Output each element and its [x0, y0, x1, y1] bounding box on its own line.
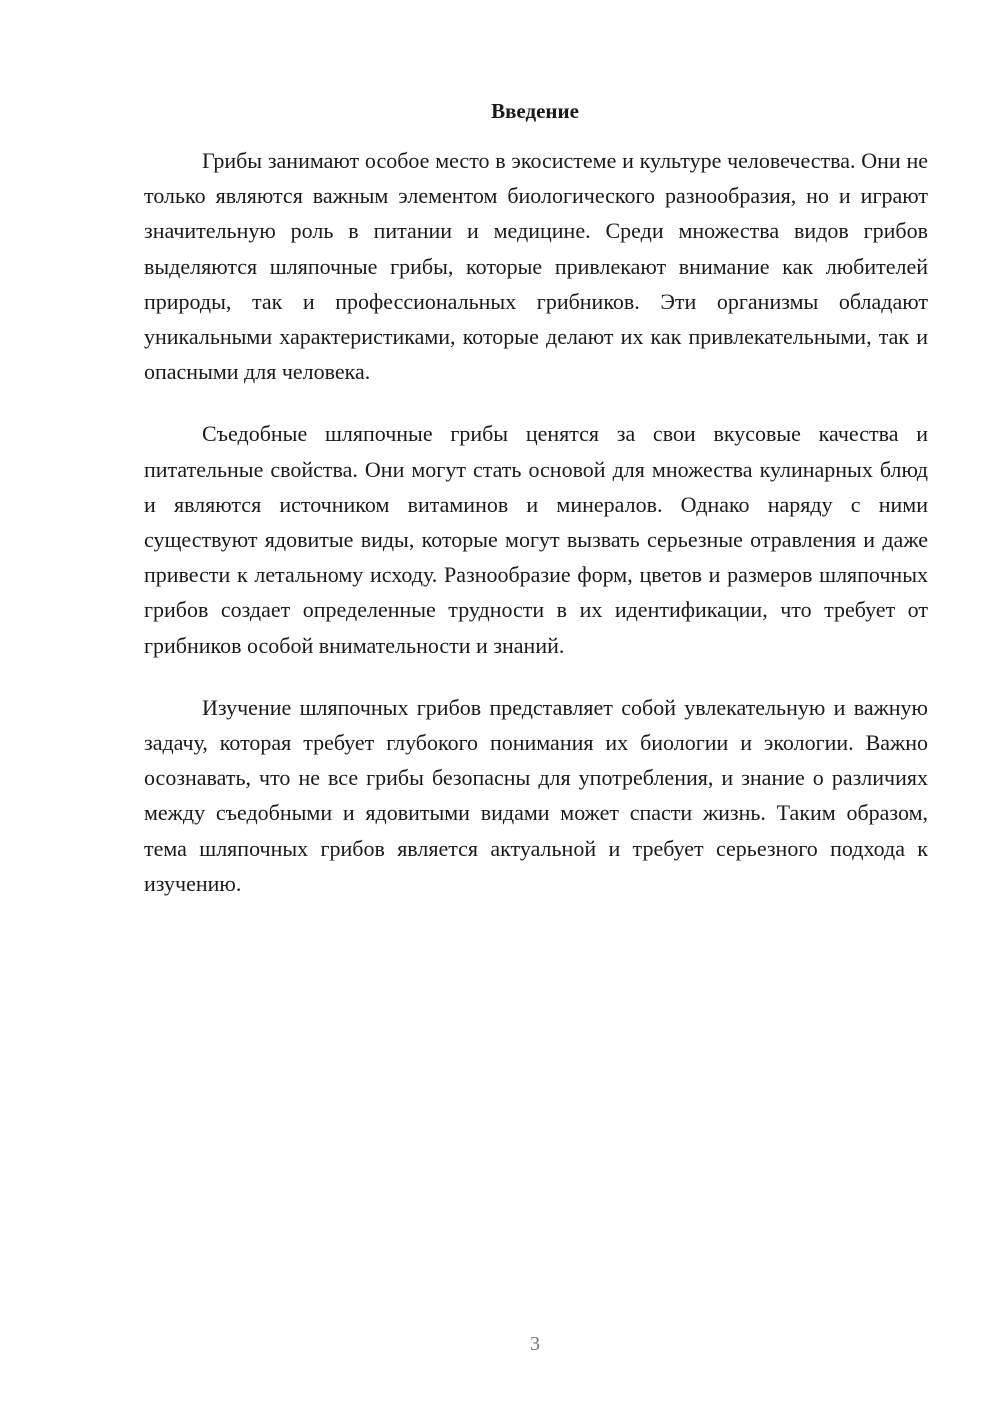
paragraph-2: Съедобные шляпочные грибы ценятся за свои вкусовые качества и питательные свойства. Они могут стать основой для множества кулинарных блюд и являются источником витаминов и минералов. Однако наряду с ними существуют ядовитые виды, которые могут вызвать серьезные отравления и даже привести к летальному исходу. Разнообразие форм, цветов и размеров шляпочных грибов создает определенные трудности в их идентификации, что требует от грибников особой внимательности и знаний. — [144, 421, 928, 658]
page-number: 3 — [530, 1333, 540, 1355]
paragraph-1: Грибы занимают особое место в экосистеме и культуре человечества. Они не только являются важным элементом биологического разнообразия, но и играют значительную роль в питании и медицине. Среди множества видов грибов выделяются шляпочные грибы, которые привлекают внимание как любителей природы, так и профессиональных грибников. Эти организмы обладают уникальными характеристиками, которые делают их как привлекательными, так и опасными для человека. — [144, 148, 928, 385]
body-text — [144, 143, 928, 928]
paragraph-3: Изучение шляпочных грибов представляет собой увлекательную и важную задачу, которая требует глубокого понимания их биологии и экологии. Важно осознавать, что не все грибы безопасны для употребления, и знание о различиях между съедобными и ядовитыми видами может спасти жизнь. Таким образом, тема шляпочных грибов является актуальной и требует серьезного подхода к изучению. — [144, 694, 928, 896]
section-title: Введение — [491, 99, 579, 123]
